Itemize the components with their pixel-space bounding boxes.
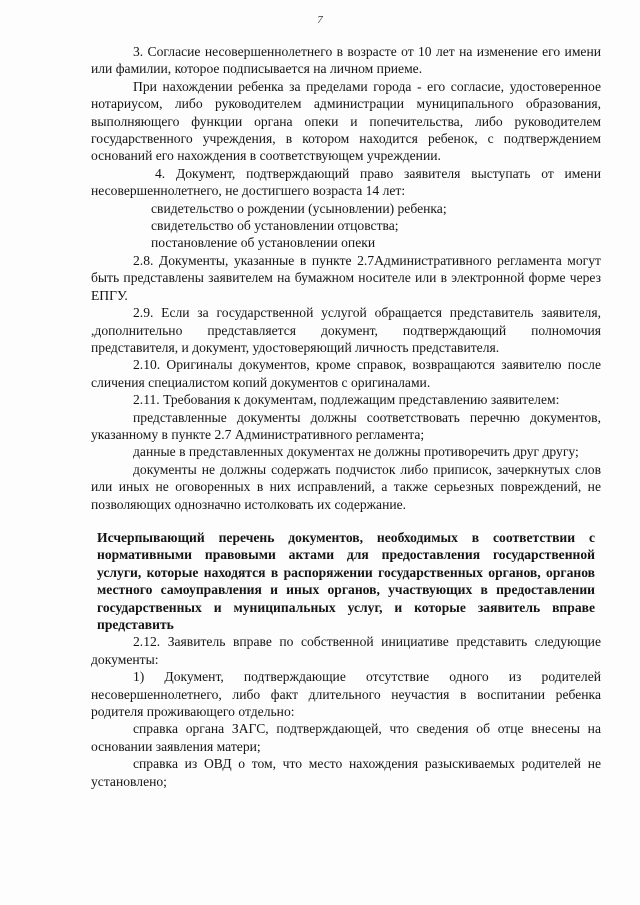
list-item: постановление об установлении опеки [151,235,376,251]
requirement-item: представленные документы должны соответствовать перечню документов, указанному в пункте 2.7 Административного регламента; [91,409,601,442]
section-heading: Исчерпывающий перечень документов, необходимых в соответствии с нормативными правовыми актами для предоставления государственной услуги, которые находятся в распоряжении государственных органов, органов местного самоуправления и иных органов, участвующих в предоставлении государственных и муниципальных услуг, и которые заявитель вправе представить [97,529,595,632]
requirement-item: документы не должны содержать подчисток либо приписок, зачеркнутых слов или иных не оговоренных в них исправлений, а также серьезных повреждений, не позволяющих однозначно истолковать их содержание. [91,461,601,512]
paragraph-2-9: 2.9. Если за государственной услугой обращается представитель заявителя, ,дополнительно представляется документ, подтверждающий полномочия представителя, и документ, удостоверяющий личность представителя. [91,305,601,355]
paragraph-2-8: 2.8. Документы, указанные в пункте 2.7Административного регламента могут быть представлены заявителем на бумажном носителе или в электронной форме через ЕПГУ. [91,252,601,303]
paragraph-child-outside-city: При нахождении ребенка за пределами города - его согласие, удостоверенное нотариусом, либо руководителем администрации муниципального образования, выполняющего функции органа опеки и попечительства, либо руководителем государственного учреждения, в котором находится ребенок, с подтверждением оснований его нахождения в соответствующем учреждении. [91,78,601,164]
list-item: свидетельство об установлении отцовства; [151,218,399,234]
list-item: справка из ОВД о том, что место нахождения разыскиваемых родителей не установлено; [91,756,601,789]
paragraph-consent-minor: 3. Согласие несовершеннолетнего в возрасте от 10 лет на изменение его имени или фамилии, которое подписывается на личном приеме. [91,44,601,77]
list-item: справка органа ЗАГС, подтверждающей, что сведения об отце внесены на основании заявления матери; [91,721,601,754]
requirement-item: данные в представленных документах не должны противоречить друг другу; [133,444,579,460]
paragraph-2-12: 2.12. Заявитель вправе по собственной инициативе представить следующие документы: [91,634,601,667]
paragraph-document-1: 1) Документ, подтверждающие отсутствие одного из родителей несовершеннолетнего, либо факт длительного неучастия в воспитании ребенка родителя проживающего отдельно: [91,669,601,720]
paragraph-2-11: 2.11. Требования к документам, подлежащим представлению заявителем: [133,392,560,408]
paragraph-authority-document: 4. Документ, подтверждающий право заявителя выступать от имени несовершеннолетнего, не достигшего возраста 14 лет: [91,165,601,199]
document-body [91,43,601,790]
page-number: 7 [317,14,323,26]
paragraph-2-10: 2.10. Оригиналы документов, кроме справок, возвращаются заявителю после сличения специалистом копий документов с оригиналами. [91,357,601,390]
list-item: свидетельство о рождении (усыновлении) ребенка; [151,200,447,216]
